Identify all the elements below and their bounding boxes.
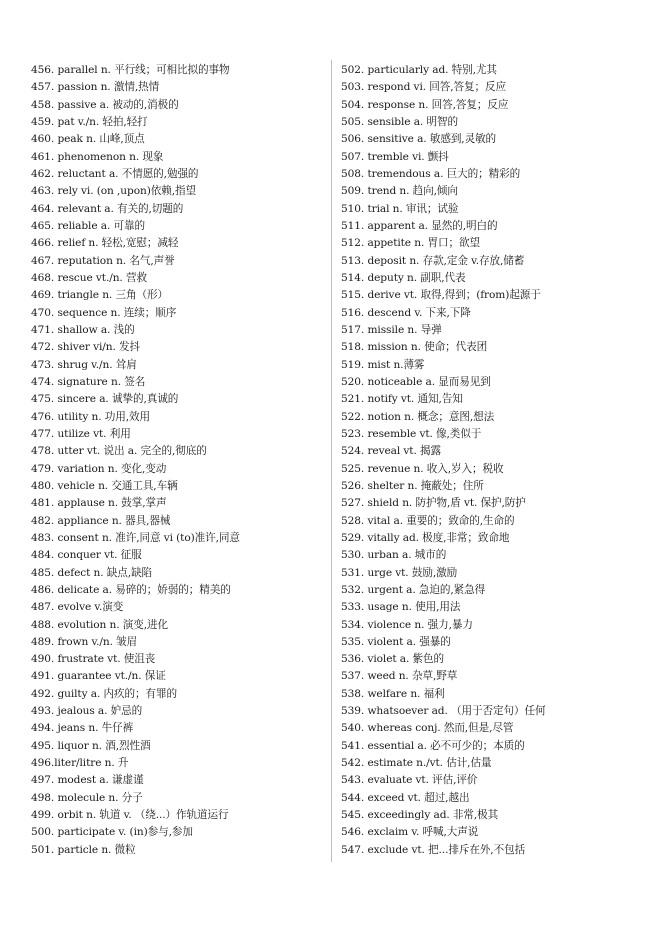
vocab-entry: 472. shiver vi/n. 发抖	[31, 341, 140, 354]
vocab-entry: 526. shelter n. 掩蔽处；住所	[341, 479, 484, 492]
vocab-entry: 489. frown v./n. 皱眉	[31, 635, 138, 648]
vocab-entry: 457. passion n. 激情,热情	[31, 81, 160, 94]
vocab-entry: 540. whereas conj. 然而,但是,尽管	[341, 722, 514, 735]
vocab-entry: 545. exceedingly ad. 非常,极其	[341, 809, 499, 822]
vocab-entry: 480. vehicle n. 交通工具,车辆	[31, 479, 178, 492]
vocab-entry: 515. derive vt. 取得,得到；(from)起源于	[341, 289, 541, 302]
vocab-entry: 514. deputy n. 副职,代表	[341, 271, 466, 284]
vocab-entry: 485. defect n. 缺点,缺陷	[31, 566, 153, 579]
vocab-entry: 542. estimate n./vt. 估计,估量	[341, 757, 492, 770]
vocab-entry: 532. urgent a. 急迫的,紧急得	[341, 583, 486, 596]
vocab-entry: 507. tremble vi. 颤抖	[341, 150, 449, 163]
vocab-entry: 522. notion n. 概念；意图,想法	[341, 410, 495, 423]
vocab-entry: 533. usage n. 使用,用法	[341, 601, 461, 614]
vocab-entry: 490. frustrate vt. 使沮丧	[31, 653, 156, 666]
vocab-entry: 495. liquor n. 酒,烈性酒	[31, 739, 151, 752]
vocab-entry: 502. particularly ad. 特别,尤其	[341, 64, 497, 76]
vocab-entry: 504. response n. 回答,答复；反应	[341, 98, 509, 111]
vocab-entry: 456. parallel n. 平行线；可相比拟的事物	[31, 64, 230, 76]
vocab-entry: 511. apparent a. 显然的,明白的	[341, 219, 498, 232]
vocab-entry: 517. missile n. 导弹	[341, 323, 442, 336]
vocab-entry: 523. resemble vt. 像,类似于	[341, 427, 482, 440]
vocab-entry: 512. appetite n. 胃口；欲望	[341, 237, 480, 250]
vocab-entry: 513. deposit n. 存款,定金 v.存放,储蓄	[341, 254, 525, 267]
vocab-entry: 471. shallow a. 浅的	[31, 323, 135, 336]
vocab-entry: 465. reliable a. 可靠的	[31, 219, 146, 232]
vocab-entry: 483. consent n. 准许,同意 vi (to)准许,同意	[31, 531, 240, 544]
vocab-entry: 481. applause n. 鼓掌,掌声	[31, 497, 167, 510]
vocab-entry: 510. trial n. 审讯；试验	[341, 202, 459, 215]
vocab-entry: 468. rescue vt./n. 营救	[31, 271, 147, 284]
right-column	[341, 62, 641, 859]
vocab-entry: 459. pat v./n. 轻拍,轻打	[31, 115, 148, 128]
vocab-entry: 509. trend n. 趋向,倾向	[341, 185, 458, 198]
vocab-entry: 529. vitally ad. 极度,非常；致命地	[341, 531, 510, 544]
vocab-entry: 546. exclaim v. 呼喊,大声说	[341, 826, 479, 839]
vocab-entry: 543. evaluate vt. 评估,评价	[341, 774, 478, 787]
vocab-entry: 476. utility n. 功用,效用	[31, 410, 151, 423]
left-column	[31, 62, 331, 859]
vocab-entry: 496.liter/litre n. 升	[31, 757, 129, 770]
vocab-entry: 473. shrug v./n. 耸肩	[31, 358, 137, 371]
vocab-entry: 484. conquer vt. 征服	[31, 549, 142, 562]
vocab-entry: 519. mist n.薄雾	[341, 358, 425, 371]
vocab-entry: 497. modest a. 谦虚谨	[31, 774, 144, 787]
vocab-entry: 482. appliance n. 器具,器械	[31, 514, 171, 527]
vocab-entry: 500. participate v. (in)参与,参加	[31, 826, 193, 839]
vocab-entry: 527. shield n. 防护物,盾 vt. 保护,防护	[341, 497, 526, 510]
vocab-entry: 477. utilize vt. 利用	[31, 427, 131, 440]
vocab-entry: 518. mission n. 使命；代表团	[341, 341, 488, 354]
vocab-entry: 458. passive a. 被动的,消极的	[31, 98, 179, 111]
vocab-entry: 486. delicate a. 易碎的；娇弱的；精美的	[31, 583, 231, 596]
vocab-entry: 478. utter vt. 说出 a. 完全的,彻底的	[31, 445, 207, 458]
vocab-entry: 525. revenue n. 收入,岁入；税收	[341, 462, 504, 475]
vocab-entry: 530. urban a. 城市的	[341, 549, 447, 562]
vocab-entry: 531. urge vt. 鼓励,激励	[341, 566, 458, 579]
vocab-entry: 539. whatsoever ad. （用于否定句）任何	[341, 705, 546, 718]
vocab-entry: 460. peak n. 山峰,顶点	[31, 133, 145, 146]
vocab-entry: 469. triangle n. 三角（形）	[31, 289, 168, 302]
vocab-entry: 462. reluctant a. 不情愿的,勉强的	[31, 167, 199, 180]
vocab-entry: 474. signature n. 签名	[31, 375, 146, 388]
vocab-entry: 524. reveal vt. 揭露	[341, 445, 441, 458]
vocab-entry: 503. respond vi. 回答,答复；反应	[341, 81, 506, 94]
vocab-entry: 493. jealous a. 妒忌的	[31, 705, 143, 718]
vocab-entry: 461. phenomenon n. 现象	[31, 150, 164, 163]
vocab-entry: 528. vital a. 重要的；致命的,生命的	[341, 514, 515, 527]
vocab-entry: 463. rely vi. (on ,upon)依赖,指望	[31, 185, 196, 198]
vocab-entry: 535. violent a. 强暴的	[341, 635, 451, 648]
vocab-entry: 508. tremendous a. 巨大的；精彩的	[341, 167, 521, 180]
vocab-entry: 464. relevant a. 有关的,切题的	[31, 202, 184, 215]
vocab-entry: 516. descend v. 下来,下降	[341, 306, 471, 319]
vocab-entry: 534. violence n. 强力,暴力	[341, 618, 473, 631]
vocab-entry: 499. orbit n. 轨道 v. （绕...）作轨道运行	[31, 809, 229, 822]
vocab-entry: 536. violet a. 紫色的	[341, 653, 445, 666]
vocab-entry: 479. variation n. 变化,变动	[31, 462, 167, 475]
vocab-entry: 492. guilty a. 内疚的；有罪的	[31, 687, 177, 700]
vocab-entry: 466. relief n. 轻松,宽慰；减轻	[31, 237, 179, 250]
vocab-entry: 498. molecule n. 分子	[31, 791, 143, 804]
vocab-entry: 491. guarantee vt./n. 保证	[31, 670, 166, 683]
vocab-entry: 506. sensitive a. 敏感到,灵敏的	[341, 133, 497, 146]
vocab-entry: 538. welfare n. 福利	[341, 687, 445, 700]
vocab-entry: 470. sequence n. 连续；顺序	[31, 306, 177, 319]
column-divider	[331, 60, 332, 862]
vocab-entry: 541. essential a. 必不可少的；本质的	[341, 739, 525, 752]
vocab-entry: 544. exceed vt. 超过,越出	[341, 791, 470, 804]
vocab-entry: 520. noticeable a. 显而易见到	[341, 375, 491, 388]
vocab-entry: 494. jeans n. 牛仔裤	[31, 722, 134, 735]
vocab-entry: 467. reputation n. 名气,声誉	[31, 254, 175, 267]
vocab-entry: 521. notify vt. 通知,告知	[341, 393, 463, 406]
vocab-entry: 505. sensible a. 明智的	[341, 115, 458, 128]
vocab-entry: 488. evolution n. 演变,进化	[31, 618, 169, 631]
vocab-entry: 547. exclude vt. 把...排斥在外,不包括	[341, 843, 526, 856]
vocab-entry: 501. particle n. 微粒	[31, 843, 136, 856]
vocab-entry: 487. evolve v.演变	[31, 601, 124, 614]
vocab-entry: 537. weed n. 杂草,野草	[341, 670, 458, 683]
vocab-entry: 475. sincere a. 诚挚的,真诚的	[31, 393, 179, 406]
